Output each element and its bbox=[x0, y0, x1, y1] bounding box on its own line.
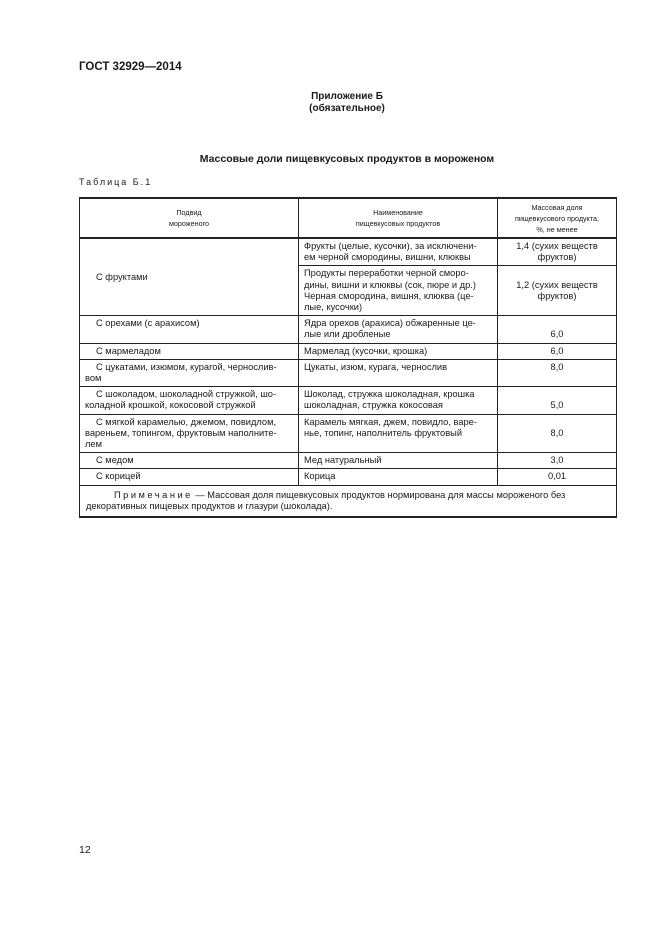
table-note bbox=[80, 485, 617, 517]
cell-subtype: С орехами (с арахисом) bbox=[80, 316, 299, 343]
cell-subtype: С мягкой карамелью, джемом, повидлом, вареньем, топингом, фруктовым наполните- лем bbox=[80, 414, 299, 453]
cell-value: 6,0 bbox=[498, 343, 617, 359]
cell-value: 6,0 bbox=[498, 316, 617, 343]
table-row bbox=[80, 387, 617, 414]
cell-product: Фрукты (целые, кусочки), за исключени- ем черной смородины, вишни, клюквы bbox=[299, 238, 498, 266]
column-header-value: Массовая доля пищевкусового продукта, %, не менее bbox=[498, 198, 617, 238]
document-code: ГОСТ 32929—2014 bbox=[79, 61, 182, 73]
cell-subtype: С цукатами, изюмом, курагой, чернослив- вом bbox=[80, 359, 299, 386]
table-row bbox=[80, 316, 617, 343]
table-row bbox=[80, 453, 617, 469]
cell-product: Ядра орехов (арахиса) обжаренные це- лые или дробленые bbox=[299, 316, 498, 343]
note-text: — Массовая доля пищевкусовых продуктов нормирована для массы мороженого без декоративных пищевых продуктов и глазури (шоколада). bbox=[86, 489, 566, 511]
cell-value: 8,0 bbox=[498, 414, 617, 453]
cell-value: 0,01 bbox=[498, 469, 617, 485]
table-row bbox=[80, 238, 617, 266]
note-label: Примечание bbox=[114, 489, 193, 500]
cell-subtype: С корицей bbox=[80, 469, 299, 485]
cell-value: 8,0 bbox=[498, 359, 617, 386]
cell-subtype: С мармеладом bbox=[80, 343, 299, 359]
cell-product: Мармелад (кусочки, крошка) bbox=[299, 343, 498, 359]
cell-subtype: С медом bbox=[80, 453, 299, 469]
cell-product: Цукаты, изюм, курага, чернослив bbox=[299, 359, 498, 386]
table-row bbox=[80, 343, 617, 359]
table-row bbox=[80, 414, 617, 453]
table-row bbox=[80, 359, 617, 386]
cell-subtype: С шоколадом, шоколадной стружкой, шо- коладной крошкой, кокосовой стружкой bbox=[80, 387, 299, 414]
cell-product: Мед натуральный bbox=[299, 453, 498, 469]
cell-value: 3,0 bbox=[498, 453, 617, 469]
cell-product: Шоколад, стружка шоколадная, крошка шоколадная, стружка кокосовая bbox=[299, 387, 498, 414]
table-row bbox=[80, 469, 617, 485]
cell-value: 1,4 (сухих веществ фруктов) bbox=[498, 238, 617, 266]
table-title: Массовые доли пищевкусовых продуктов в мороженом bbox=[199, 153, 495, 165]
table-header-row bbox=[80, 198, 617, 238]
appendix-status: (обязательное) bbox=[309, 103, 385, 114]
cell-product: Продукты переработки черной сморо- дины, вишни и клюквы (сок, пюре и др.) Черная смородина, вишня, клюква (це- лые, кусочки) bbox=[299, 266, 498, 316]
appendix-title: Приложение Б bbox=[311, 91, 383, 102]
cell-value: 1,2 (сухих веществ фруктов) bbox=[498, 266, 617, 316]
table-note-row bbox=[80, 485, 617, 517]
column-header-product: Наименование пищевкусовых продуктов bbox=[299, 198, 498, 238]
cell-subtype: С фруктами bbox=[80, 238, 299, 316]
cell-product: Карамель мягкая, джем, повидло, варе- нье, топинг, наполнитель фруктовый bbox=[299, 414, 498, 453]
table-label: Таблица Б.1 bbox=[79, 177, 153, 187]
cell-value: 5,0 bbox=[498, 387, 617, 414]
column-header-subtype: Подвид мороженого bbox=[80, 198, 299, 238]
appendix-heading bbox=[0, 91, 661, 115]
page-number: 12 bbox=[79, 844, 91, 856]
data-table bbox=[79, 197, 617, 518]
cell-product: Корица bbox=[299, 469, 498, 485]
